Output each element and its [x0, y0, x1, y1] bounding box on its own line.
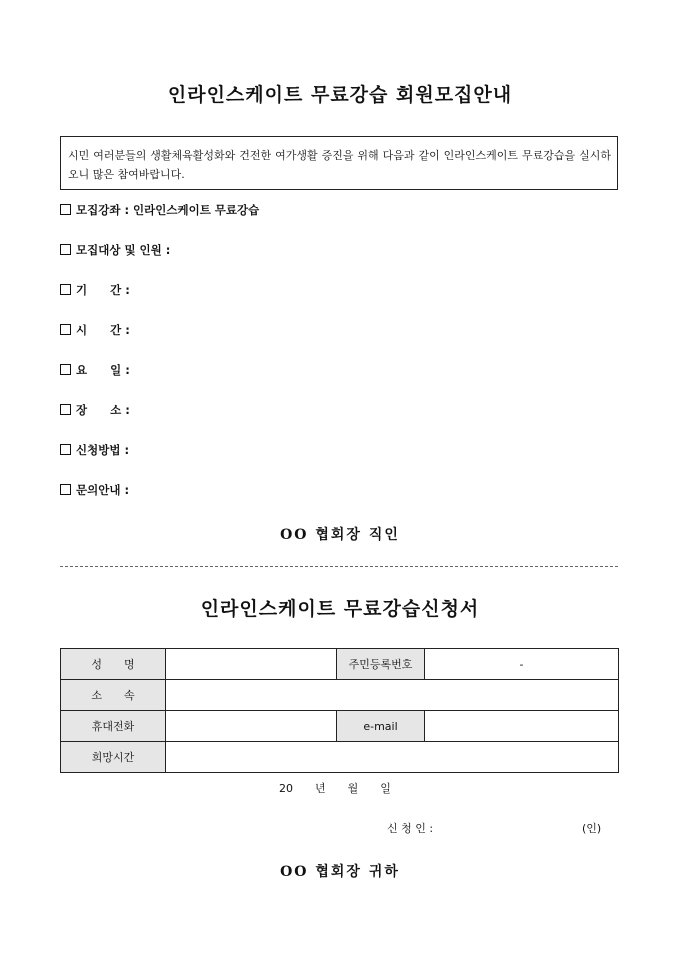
item-day-text: 요 일 : [76, 363, 130, 377]
checkbox-icon [60, 324, 71, 335]
name-field[interactable] [166, 649, 337, 680]
preferred-time-label: 희망시간 [61, 742, 166, 773]
item-time [60, 322, 130, 338]
item-inquiry-text: 문의안내 : [76, 483, 130, 497]
checkbox-icon [60, 204, 71, 215]
addressee-line: OO 협회장 귀하 [280, 864, 400, 880]
name-label: 성 명 [61, 649, 166, 680]
item-method-text: 신청방법 : [76, 443, 130, 457]
issuer-seal-line: OO 협회장 직인 [280, 527, 400, 543]
email-field[interactable] [425, 711, 619, 742]
item-course-text: 모집강좌 : 인라인스케이트 무료강습 [76, 203, 260, 217]
table-row [61, 711, 619, 742]
item-method [60, 442, 129, 458]
item-period-text: 기 간 : [76, 283, 130, 297]
email-label: e-mail [337, 711, 425, 742]
table-row [61, 649, 619, 680]
mobile-field[interactable] [166, 711, 337, 742]
item-target-text: 모집대상 및 인원 : [76, 243, 171, 257]
table-row [61, 742, 619, 773]
resident-number-label: 주민등록번호 [337, 649, 425, 680]
cut-line-divider [60, 566, 618, 567]
checkbox-icon [60, 284, 71, 295]
item-period [60, 282, 130, 298]
checkbox-icon [60, 484, 71, 495]
checkbox-icon [60, 444, 71, 455]
item-course [60, 202, 259, 218]
notice-title: 인라인스케이트 무료강습 회원모집안내 [167, 84, 513, 106]
checkbox-icon [60, 404, 71, 415]
mobile-label: 휴대전화 [61, 711, 166, 742]
intro-box: 시민 여러분들의 생활체육활성화와 건전한 여가생활 증진을 위해 다음과 같이 인라인스케이트 무료강습을 실시하오니 많은 참여바랍니다. [60, 136, 618, 190]
resident-number-field[interactable]: - [425, 649, 619, 680]
affiliation-label: 소 속 [61, 680, 166, 711]
application-title: 인라인스케이트 무료강습신청서 [200, 598, 480, 620]
table-row [61, 680, 619, 711]
item-inquiry [60, 482, 129, 498]
item-target [60, 242, 170, 258]
checkbox-icon [60, 364, 71, 375]
item-place-text: 장 소 : [76, 403, 130, 417]
preferred-time-field[interactable] [166, 742, 619, 773]
date-line: 20 년 월 일 [279, 782, 391, 795]
item-time-text: 시 간 : [76, 323, 130, 337]
item-place [60, 402, 130, 418]
item-day [60, 362, 130, 378]
applicant-label: 신 청 인 : [387, 822, 434, 835]
checkbox-icon [60, 244, 71, 255]
seal-mark: (인) [582, 822, 602, 835]
affiliation-field[interactable] [166, 680, 619, 711]
application-form-table [60, 648, 619, 773]
